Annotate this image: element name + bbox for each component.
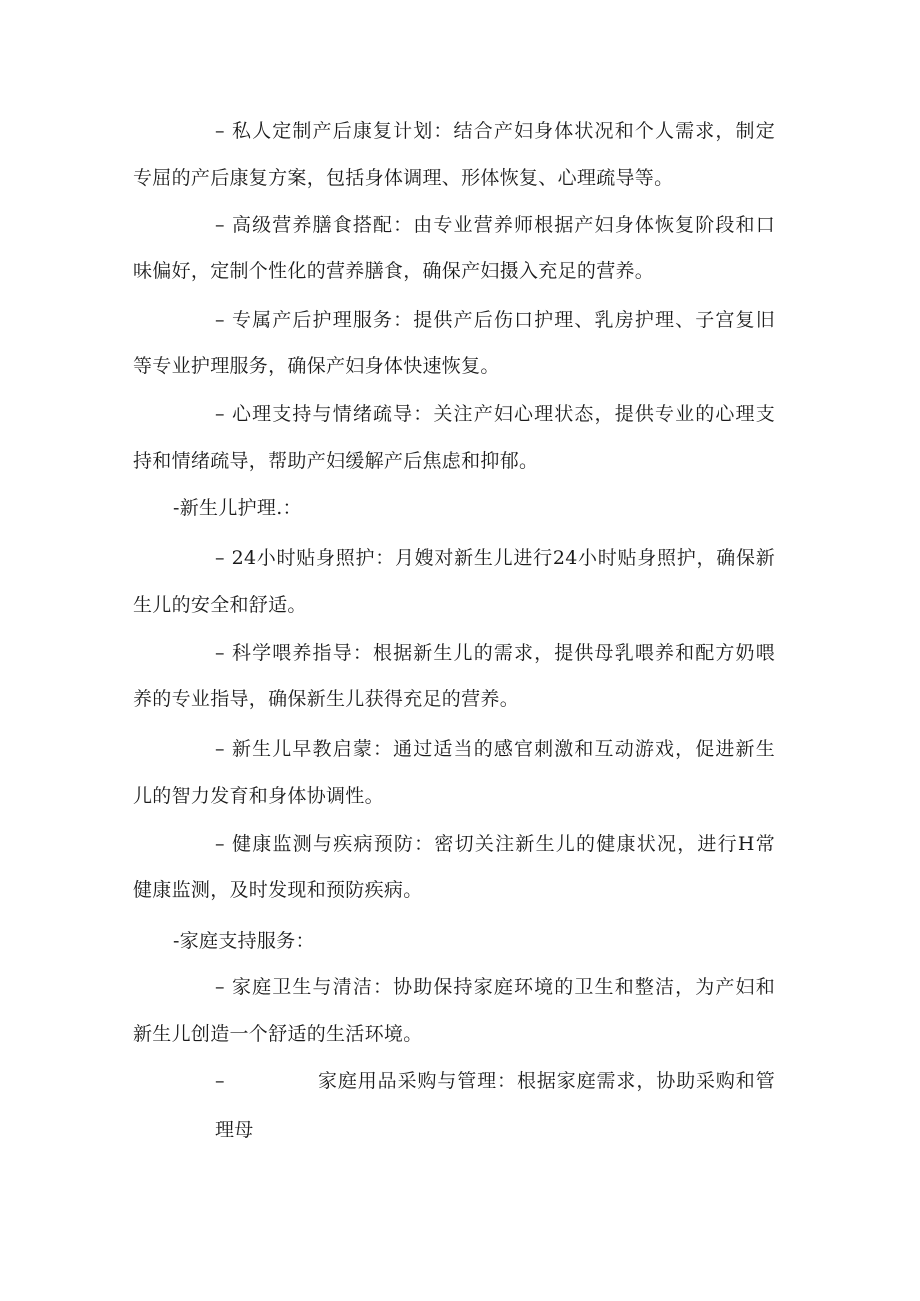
paragraph-line: 家庭用品采购与管理：根据家庭需求，协助采购和管 bbox=[318, 1070, 775, 1092]
paragraph-line: – 24小时贴身照护：月嫂对新生儿进行24小时贴身照护，确保新 bbox=[215, 547, 775, 569]
paragraph-line: 儿的智力发育和身体协调性。 bbox=[133, 785, 384, 807]
paragraph-line: – 私人定制产后康复计划：结合产妇身体状况和个人需求，制定 bbox=[215, 120, 775, 142]
paragraph-line: – 科学喂养指导：根据新生儿的需求，提供母乳喂养和配方奶喂 bbox=[215, 642, 775, 664]
paragraph-line: 理母 bbox=[215, 1119, 254, 1141]
list-dash: – bbox=[215, 1070, 225, 1092]
paragraph-line: 持和情绪疏导，帮助产妇缓解产后焦虑和抑郁。 bbox=[133, 450, 539, 472]
paragraph-line: 养的专业指导，确保新生儿获得充足的营养。 bbox=[133, 688, 520, 710]
section-heading: -新生儿护理.： bbox=[173, 497, 302, 519]
paragraph-line: 生儿的安全和舒适。 bbox=[133, 594, 307, 616]
paragraph-line: – 高级营养膳食搭配：由专业营养师根据产妇身体恢复阶段和口 bbox=[215, 214, 775, 236]
section-heading: -家庭支持服务： bbox=[173, 930, 315, 952]
paragraph-line: 等专业护理服务，确保产妇身体快速恢复。 bbox=[133, 355, 500, 377]
paragraph-line: 专屈的产后康复方案，包括身体调理、形体恢复、心理疏导等。 bbox=[133, 167, 674, 189]
paragraph-line: – 家庭卫生与清洁：协助保持家庭环境的卫生和整洁，为产妇和 bbox=[215, 976, 775, 998]
paragraph-line: – 心理支持与情绪疏导：关注产妇心理状态，提供专业的心理支 bbox=[215, 403, 775, 425]
paragraph-line: – 专属产后护理服务：提供产后伤口护理、乳房护理、子宫复旧 bbox=[215, 309, 775, 331]
paragraph-line: – 新生儿早教启蒙：通过适当的感官刺激和互动游戏，促进新生 bbox=[215, 738, 775, 760]
paragraph-line: – 健康监测与疾病预防：密切关注新生儿的健康状况，进行H常 bbox=[215, 833, 775, 855]
paragraph-line: 新生儿创造一个舒适的生活环境。 bbox=[133, 1023, 423, 1045]
paragraph-line: 味偏好，定制个性化的营养膳食，确保产妇摄入充足的营养。 bbox=[133, 260, 655, 282]
paragraph-line: 健康监测，及时发现和预防疾病。 bbox=[133, 879, 423, 901]
